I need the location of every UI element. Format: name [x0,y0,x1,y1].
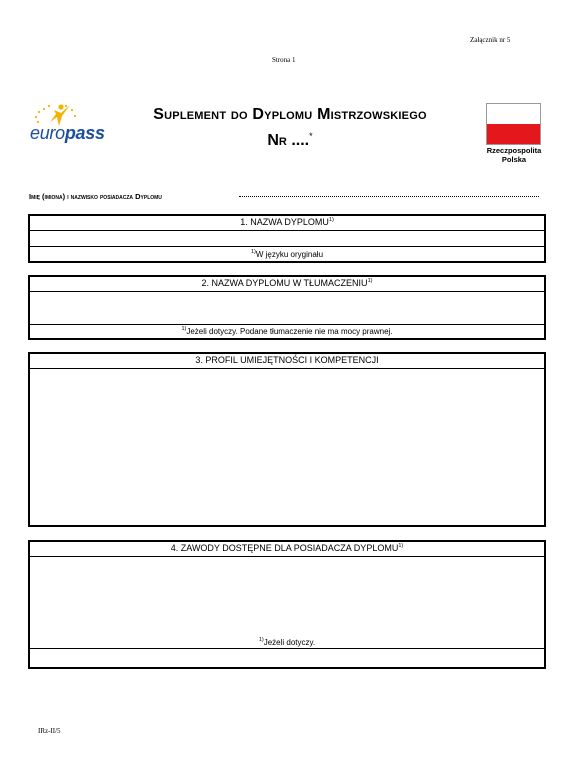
annex-label: Załącznik nr 5 [470,36,511,44]
section-diploma-name [28,214,546,263]
diploma-name-field[interactable] [30,231,544,246]
section-skills-profile [28,352,546,527]
section-title: 4. ZAWODY DOSTĘPNE DLA POSIADACZA DYPLOMU$^{1)}$ [170,543,404,553]
translation-field[interactable] [30,292,544,324]
section-title: 2. NAZWA DYPLOMU W TŁUMACZENIU$^{1)}$ [201,278,373,288]
europass-logo [30,101,110,147]
europass-wordmark: europass [30,123,105,143]
country-name-line2: Polska [501,155,527,164]
section-note: $^{1)}$W języku oryginału [250,249,324,259]
section-available-occupations [28,540,546,669]
document-number: Nr ....* [267,131,313,149]
skills-profile-field[interactable] [30,369,544,525]
holder-name-label: Imię (imiona) i nazwisko posiadacza Dyplomu [29,192,162,201]
poland-flag-icon [486,103,541,145]
section-title: 1. NAZWA DYPLOMU$^{1)}$ [240,217,334,227]
section-diploma-name-translation [28,275,546,340]
section-note: $^{1)}$Jeżeli dotyczy. Podane tłumaczenie nie ma mocy prawnej. [181,326,393,336]
occupations-field[interactable] [30,557,544,635]
page-number: Strona 1 [272,56,296,64]
country-name-line1: Rzeczpospolita [486,146,542,155]
document-title: Suplement do Dyplomu Mistrzowskiego [153,106,427,123]
section-note: $^{1)}$Jeżeli dotyczy. [258,637,316,647]
section-title: 3. PROFIL UMIEJĘTNOŚCI I KOMPETENCJI [195,355,379,365]
form-code: IRz-II/5 [38,727,61,735]
holder-name-field[interactable] [239,196,539,197]
